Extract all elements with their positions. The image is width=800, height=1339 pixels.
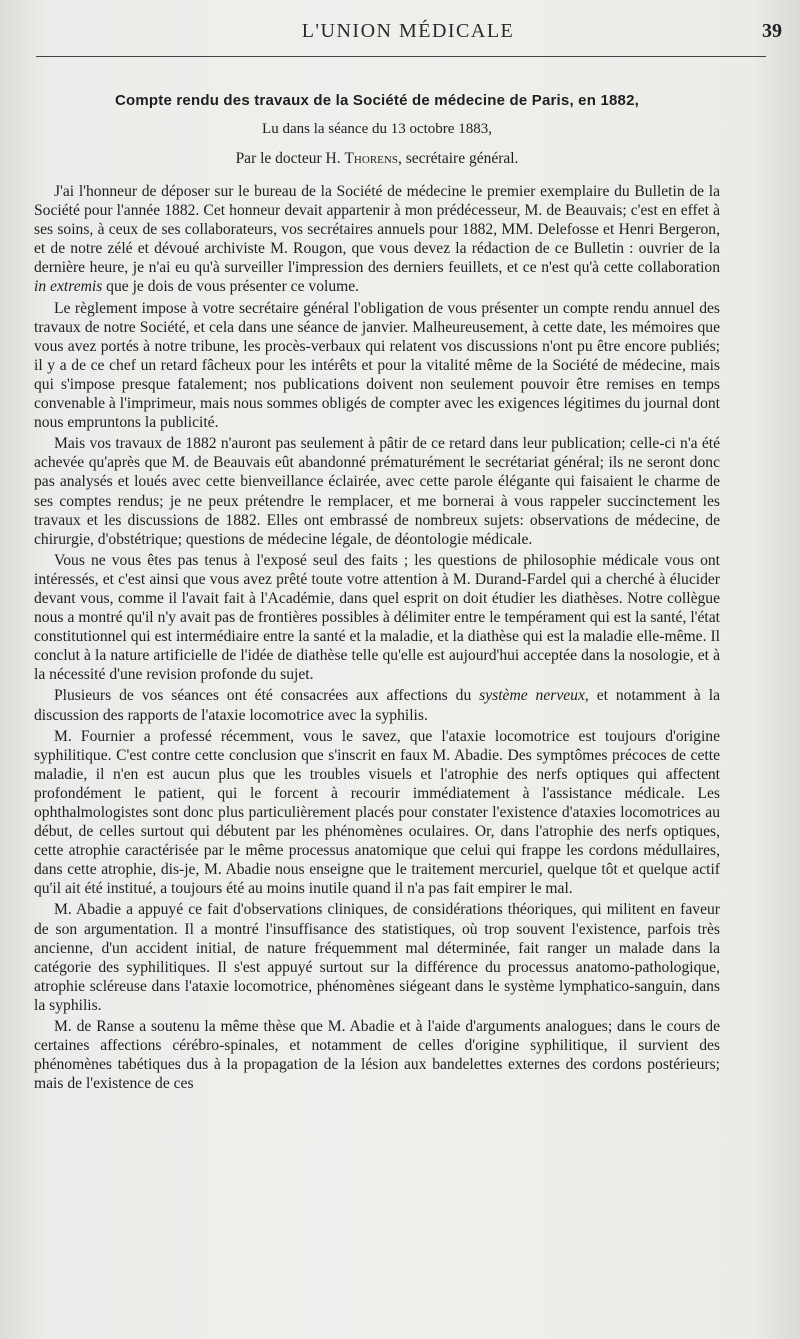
paragraph: J'ai l'honneur de déposer sur le bureau de la Société de médecine le premier exemplaire du Bulletin de la Société pour l'année 1882. Cet honneur devait appartenir à mon prédécesseur, M. de Beauvais; c'est en effet à ses soins, à ceux de ses collaborateurs, vos secrétaires annuels pour 1882, MM. Delefosse et Henri Bergeron, et de notre zélé et dévoué archiviste M. Rougon, que vous devez la rédaction de ce Bulletin : ouvrier de la dernière heure, je n'ai eu qu'à surveiller l'impression des derniers feuillets, et ce n'est qu'à cette collaboration in extremis que je dois de vous présenter ce volume.	[34, 183, 720, 296]
latin-phrase: in extremis	[34, 278, 103, 296]
paragraph: Plusieurs de vos séances ont été consacrées aux affections du système nerveux, et notamment à la discussion des rapports de l'ataxie locomotrice avec la syphilis.	[34, 687, 721, 724]
header-rule	[36, 56, 766, 57]
paragraph: Le règlement impose à votre secrétaire général l'obligation de vous présenter un compte rendu annuel des travaux de notre Société, et cela dans une séance de janvier. Malheureusement, à cette date, les mémoires que vous avez portés à notre tribune, les procès-verbaux qui relatent vos discussions n'ont pu être encore publiés; il y a de ce chef un retard fâcheux pour les intérêts et pour la vitalité même de la Société de médecine, mais qui s'impose presque fatalement; nos publications doivent non seulement pouvoir être remises en temps convenable à l'imprimeur, mais nous sommes obligés de compter avec les exigences légitimes du journal dont nous empruntons la publicité.	[34, 299, 720, 432]
author-byline	[34, 150, 720, 168]
article-body	[34, 92, 720, 1095]
paragraph: M. de Ranse a soutenu la même thèse que M. Abadie et à l'aide d'arguments analogues; dans le cours de certaines affections cérébro-spinales, et notamment de celles d'origine syphilitique, il survient des phénomènes tabétiques dus à la propagation de la lésion aux bandelettes externes des cordons postérieurs; mais de l'existence de ces	[34, 1018, 720, 1093]
paragraph: Mais vos travaux de 1882 n'auront pas seulement à pâtir de ce retard dans leur publication; celle-ci n'a été achevée qu'après que M. de Beauvais eût abandonné prématurément le secrétariat général; ils ne seront donc pas analysés et loués avec cette bienveillance éclairée, avec cette parole élégante qui faisaient le charme de ses comptes rendus; je ne peux prétendre le remplacer, et me bornerai à vous rappeler succinctement les travaux et les discussions de 1882. Elles ont embrassé de nombreux sujets: observations de médecine, de chirurgie, d'obstétrique; questions de médecine légale, de déontologie médicale.	[34, 435, 720, 548]
byline-prefix: Par le docteur H.	[235, 150, 345, 167]
paragraph: M. Abadie a appuyé ce fait d'observations cliniques, de considérations théoriques, qui militent en faveur de son argumentation. Il a montré l'insuffisance des statistiques, où trop souvent l'existence, parfois très ancienne, d'un accident initial, de nature fréquemment mal déterminée, fait ranger un malade dans la catégorie des syphilitiques. Il s'est appuyé surtout sur la différence du processus anatomo-pathologique, atrophie scléreuse dans l'ataxie locomotrice, phénomènes siégeant dans le système lymphatico-sanguin, dans la syphilis.	[34, 901, 720, 1014]
emphasized-term: système nerveux	[479, 687, 585, 705]
author-name: Thorens	[344, 150, 398, 167]
session-line: Lu dans la séance du 13 octobre 1883,	[262, 121, 492, 137]
paragraph: Vous ne vous êtes pas tenus à l'exposé seul des faits ; les questions de philosophie médicale vous ont intéressés, et c'est ainsi que vous avez prêté toute votre attention à M. Durand-Fardel qui a cherché à élucider devant vous, comme il l'avait fait à l'Académie, dans quel esprit on doit étudier les diathèses. Notre collègue nous a montré qu'il n'y avait pas de frontières possibles à délimiter entre le tempérament qui est la santé, l'état constitutionnel qui est intermédiaire entre la santé et la maladie, et la diathèse qui est la maladie elle-même. Il conclut à la nature artificielle de l'idée de diathèse telle qu'elle est aujourd'hui acceptée dans la nosologie, et à la nécessité d'une revision profonde du sujet.	[34, 551, 720, 684]
journal-title: L'UNION MÉDICALE	[301, 20, 515, 42]
paragraph: M. Fournier a professé récemment, vous le savez, que l'ataxie locomotrice est toujours d'origine syphilitique. C'est contre cette conclusion que s'inscrit en faux M. Abadie. Des symptômes précoces de cette maladie, il n'en est aucun plus que les troubles visuels et l'atrophie des nerfs optiques qui affectent profondément le patient, qui le forcent à recourir immédiatement à l'assistance médicale. Les ophthalmologistes sont donc plus particulièrement placés pour constater l'existence d'ataxies locomotrices au début, de celles surtout qui débutent par les phénomènes oculaires. Or, dans l'atrophie des nerfs optiques, cette atrophie caractérisée par le même processus anatomique que celui qui frappe les cordons médullaires, dans cette atrophie, dis-je, M. Abadie nous enseigne que le traitement mercuriel, quelque tôt et quelque actif qu'il ait été institué, a toujours été au moins inutile quand il n'a pas fait empirer le mal.	[34, 727, 720, 898]
article-title: Compte rendu des travaux de la Société de médecine de Paris, en 1882,	[114, 92, 639, 109]
page-number: 39	[762, 20, 782, 42]
running-head	[40, 14, 782, 48]
byline-suffix: , secrétaire général.	[397, 150, 519, 167]
